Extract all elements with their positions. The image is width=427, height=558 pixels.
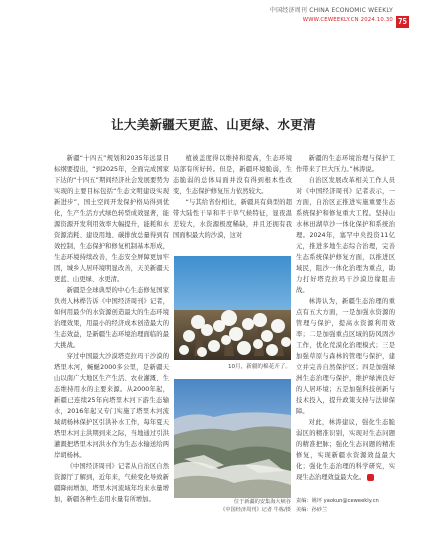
- page-header: [270, 8, 393, 23]
- paragraph: 新疆是全球典型的中心生态修复国家负责人林桦告诉《中国经济周刊》记者，如何用最少的水资源创造最大的生态环境治理效果，用最小的经济成本创造最大的生态效益，是新疆生态环境治理面临的最大挑战。: [54, 287, 169, 349]
- photo-caption: 10月，新疆的棉花开了。: [227, 364, 291, 370]
- caption-line: 位于新疆的安集海大峡谷: [233, 499, 291, 505]
- page-number: 75: [397, 17, 408, 26]
- canyon-photo: [174, 379, 291, 498]
- paragraph-text: 对此，林涛建议，强化生态脆弱区的精准识别，实现对生态问题的精准把脉；强化生态问题的精准修复，实现新疆水资源效益最大化；强化生态治理的科学研究，实现生态治理效益最大化。: [296, 419, 395, 481]
- site-and-issue: WWW.CEWEEKLY.CN 2024.10.30: [302, 16, 393, 23]
- paragraph: [296, 417, 395, 483]
- editor-credit: 责编：姚坪 yaokun@ceweekly.cn: [296, 498, 379, 504]
- paragraph: 新疆的生态环境治理与保护工作带来了巨大压力。”林涛说。: [296, 155, 395, 173]
- text-column-1: [54, 153, 169, 505]
- paragraph: 新疆“十四五”规划和2035年远景目标纲要提出，“到2025年，全面完成国家下达的“十四五”期间经济社会发展要势为实现的主要目标包括“生态文明建设实现新进步”，国土空间开发保护格局得到优化，生产生活方式绿色转型成效显著，能源资源开发利用效率大幅提升，能耗和水资源消耗、建设用地、碳排放总量得到有效控制，生态保护和修复机制基本形成，生态环境持续改善，生态安全屏障更加牢固，城乡人居环境明显改善，天美新疆天更蓝、山更绿、水更清。: [54, 155, 169, 283]
- photo-caption: [174, 498, 291, 514]
- magazine-name: 中国经济周刊 CHINA ECONOMIC WEEKLY: [269, 7, 393, 14]
- text-column-3: [296, 153, 395, 483]
- paragraph: 穿过中国最大沙漠塔克拉玛干沙漠的塔里木河，蜿蜒2000多公里，是新疆天山以南广大地区生产生活、农业灌溉、生态维持用水的主要来源。从2000年起，新疆已连续25年向塔里木河下游生态输水，2016年起又专门实施了塔里木河流域胡杨林保护区引洪补水工作，每年夏天塔里木河主洪期到来之际，当地通过引洪灌溉把塔里木河洪水作为生态水输送给两岸胡杨林。: [54, 353, 169, 459]
- paragraph: 植被盖度得以维持和提高，生态环境局部有所好转。但是，新疆环境脆弱，生态脆弱的总体局面并没有得到根本性改变，生态保护修复压力依然较大。: [173, 155, 292, 195]
- paragraph: 林涛认为，新疆生态治理的重点有五大方面，一是加强水资源的管理与保护，提高水资源利用效率；二是加强重点区域的防风固沙工作，优化荒漠化治理模式；三是加强草原与森林的管理与保护，建立并完善自然保护区；四是加强绿洲生态治理与保护，维护绿洲良好的人居环境；五是加强科技创新与技术投入，提升政策支持与法律保障。: [296, 298, 395, 415]
- text-column-2: [173, 153, 292, 241]
- cotton-field-photo: [174, 256, 291, 360]
- paragraph: “与其给省份相比，新疆具有典型的超带大陆性干旱和半干草气候特征，显夜温差较大，水资源极度稀缺，并且还拥有我国面积最大的沙漠，这对: [173, 199, 292, 239]
- photo-credit: 《中国经济周刊》记者 牛栋/摄: [220, 507, 291, 513]
- designer-credit: 美编：孙砂兰: [296, 507, 328, 513]
- credits: [296, 497, 401, 515]
- article-title: 让大美新疆天更蓝、山更绿、水更清: [111, 117, 316, 132]
- end-mark-icon: [367, 474, 374, 481]
- paragraph: 自治区发展改革相关工作人员对《中国经济周刊》记者表示，一方面，自治区正推进实施重要生态系统保护和修复重大工程。坚持山水林田湖草沙一体化保护和系统治理。2024年，塞罕中央投资11亿元，推进多地生态综合治理，完善生态系统保护修复方面，以推进区域民，阻沙一体化治理为重点，助力打好塔克拉玛干沙漠边缘阻击战。: [296, 177, 395, 294]
- paragraph: 《中国经济周刊》记者从自治区自然资源厅了解到，近年来，气候变化导致新疆降雨增加，塔里木河流域年均来水量增加，新疆各种生态用水量有所增加。: [54, 463, 169, 503]
